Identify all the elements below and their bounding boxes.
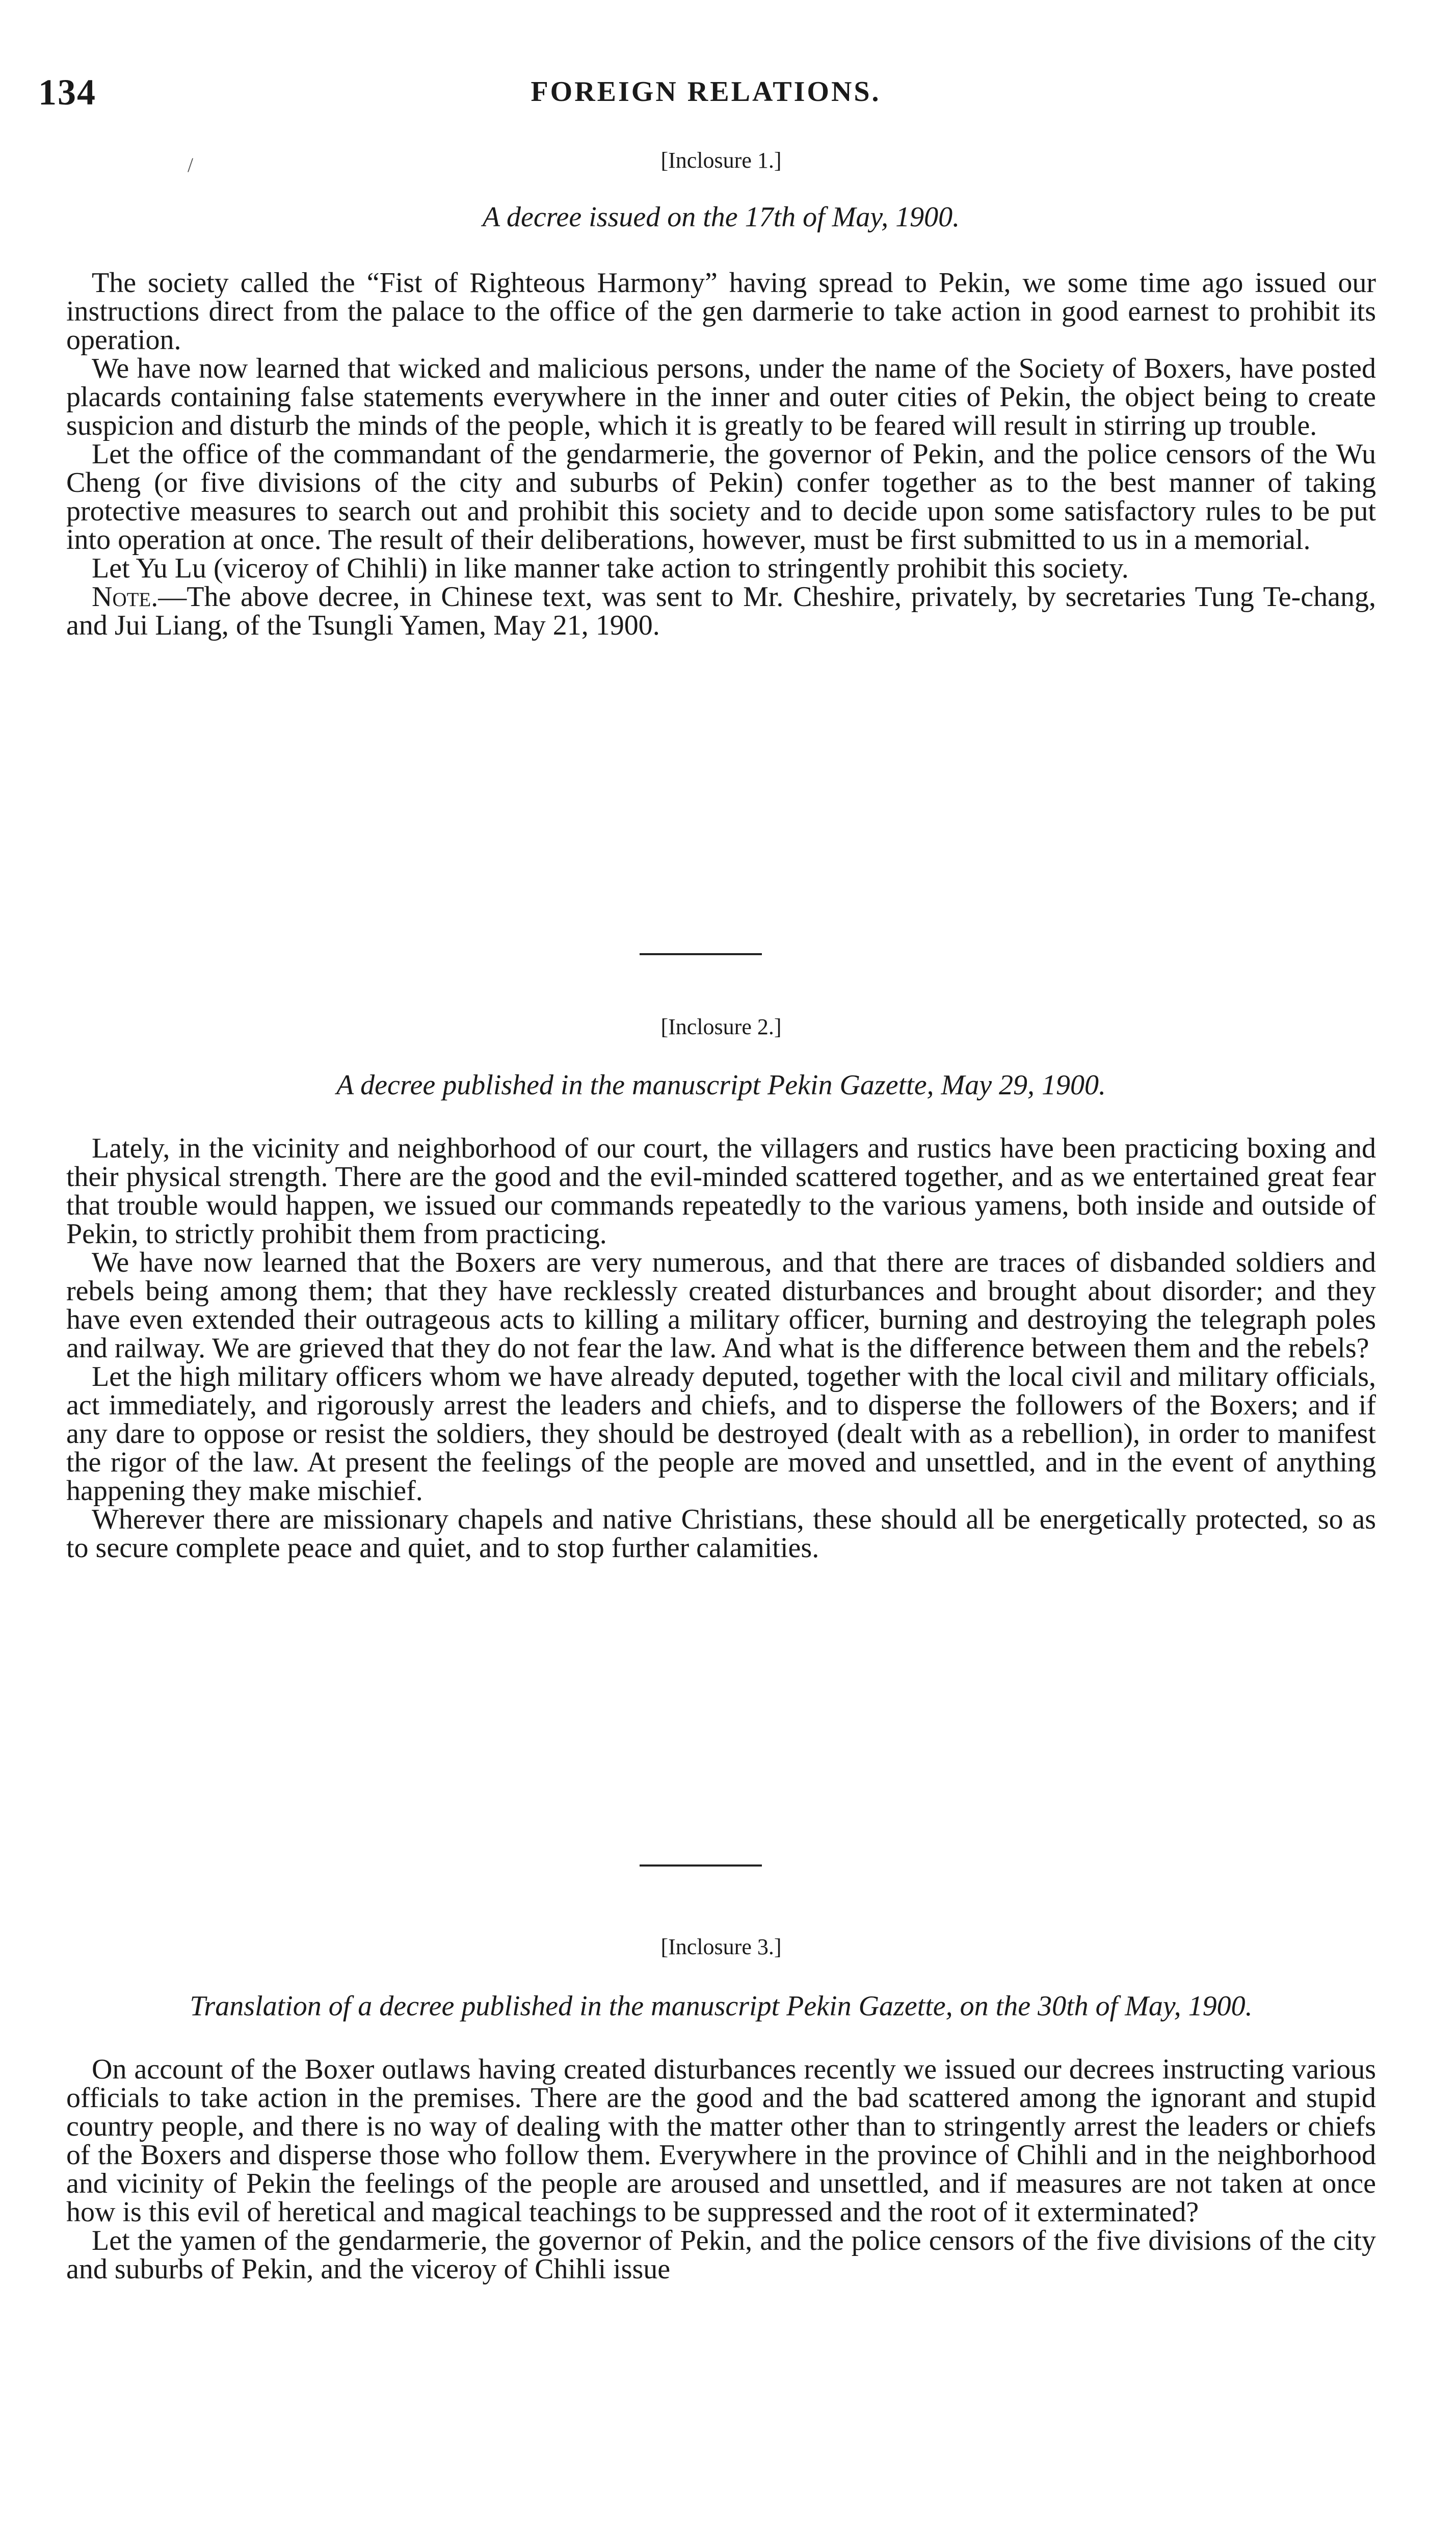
inclosure-label: [Inclosure 1.] <box>660 148 782 173</box>
decree-body <box>66 1134 1376 1562</box>
paragraph: Let the office of the commandant of the gendarmerie, the governor of Pekin, and the police censors of the Wu Cheng (or five divisions of the city and suburbs of Pekin) confer together as to the best manner of taking protective measures to search out and prohibit this society and to decide upon some satisfactory rules to be put into operation at once. The result of their deliberations, however, must be first submitted to us in a memorial. <box>66 438 1376 556</box>
stray-mark: / <box>188 153 194 176</box>
paragraph: We have now learned that the Boxers are very numerous, and that there are traces of disbanded soldiers and rebels being among them; that they have recklessly created disturbances and brought about disorder; and they have even extended their outrageous acts to killing a military officer, burning and destroying the telegraph poles and railway. We are grieved that they do not fear the law. And what is the difference between them and the rebels? <box>66 1247 1376 1364</box>
decree-body <box>66 2055 1376 2283</box>
running-head: FOREIGN RELATIONS. <box>531 76 881 108</box>
inclosure-label: [Inclosure 2.] <box>660 1014 782 1039</box>
page-header <box>38 71 1373 112</box>
paragraph: Let Yu Lu (viceroy of Chihli) in like manner take action to stringently prohibit this society. <box>92 553 1129 584</box>
note-label: Note. <box>92 581 158 613</box>
paragraph: The society called the “Fist of Righteous Harmony” having spread to Pekin, we some time ago issued our instructions direct from the palace to the office of the gen darmerie to take action in good earnest to prohibit its operation. <box>66 267 1376 356</box>
inclosure-label: [Inclosure 3.] <box>660 1934 782 1959</box>
inclosure-2 <box>66 1012 1376 1562</box>
note-text: —The above decree, in Chinese text, was sent to Mr. Cheshire, privately, by secretaries Tung Te-chang, and Jui Liang, of the Tsungli Yamen, May 21, 1900. <box>66 581 1376 641</box>
decree-title: A decree issued on the 17th of May, 1900. <box>482 201 960 233</box>
inclosure-3 <box>66 1932 1376 2283</box>
paragraph: Let the yamen of the gendarmerie, the governor of Pekin, and the police censors of the five divisions of the city and suburbs of Pekin, and the viceroy of Chihli issue <box>66 2225 1376 2285</box>
section-divider <box>640 953 762 955</box>
inclosure-1 <box>66 145 1376 640</box>
paragraph: Lately, in the vicinity and neighborhood of our court, the villagers and rustics have been practicing boxing and their physical strength. There are the good and the evil-minded scattered together, and as we entertained great fear that trouble would happen, we issued our commands repeatedly to the various yamens, both inside and outside of Pekin, to strictly prohibit them from practicing. <box>66 1133 1376 1250</box>
paragraph: We have now learned that wicked and malicious persons, under the name of the Society of Boxers, have posted placards containing false statements everywhere in the inner and outer cities of Pekin, the object being to create suspicion and disturb the minds of the people, which it is greatly to be feared will result in stirring up trouble. <box>66 353 1376 441</box>
paragraph: On account of the Boxer outlaws having created disturbances recently we issued our decrees instructing various officials to take action in the premises. There are the good and the bad scattered among the ignorant and stupid country people, and there is no way of dealing with the matter other than to stringently arrest the leaders or chiefs of the Boxers and disperse those who follow them. Everywhere in the province of Chihli and in the neighborhood and vicinity of Pekin the feelings of the people are aroused and unsettled, and if measures are not taken at once how is this evil of heretical and magical teachings to be suppressed and the root of it exterminated? <box>66 2054 1376 2228</box>
decree-title: A decree published in the manuscript Pekin Gazette, May 29, 1900. <box>336 1069 1106 1101</box>
paragraph: Let the high military officers whom we have already deputed, together with the local civil and military officials, act immediately, and rigorously arrest the leaders and chiefs, and to disperse the followers of the Boxers; and if any dare to oppose or resist the soldiers, they should be destroyed (dealt with as a rebellion), in order to manifest the rigor of the law. At present the feelings of the people are moved and unsettled, and in the event of anything happening they make mischief. <box>66 1361 1376 1507</box>
decree-body <box>66 269 1376 640</box>
section-divider <box>640 1864 762 1867</box>
paragraph: Wherever there are missionary chapels and native Christians, these should all be energetically protected, so as to secure complete peace and quiet, and to stop further calamities. <box>66 1504 1376 1564</box>
decree-title: Translation of a decree published in the manuscript Pekin Gazette, on the 30th of May, 1900. <box>190 1990 1253 2022</box>
note-paragraph <box>66 583 1376 640</box>
page-number: 134 <box>38 72 96 113</box>
